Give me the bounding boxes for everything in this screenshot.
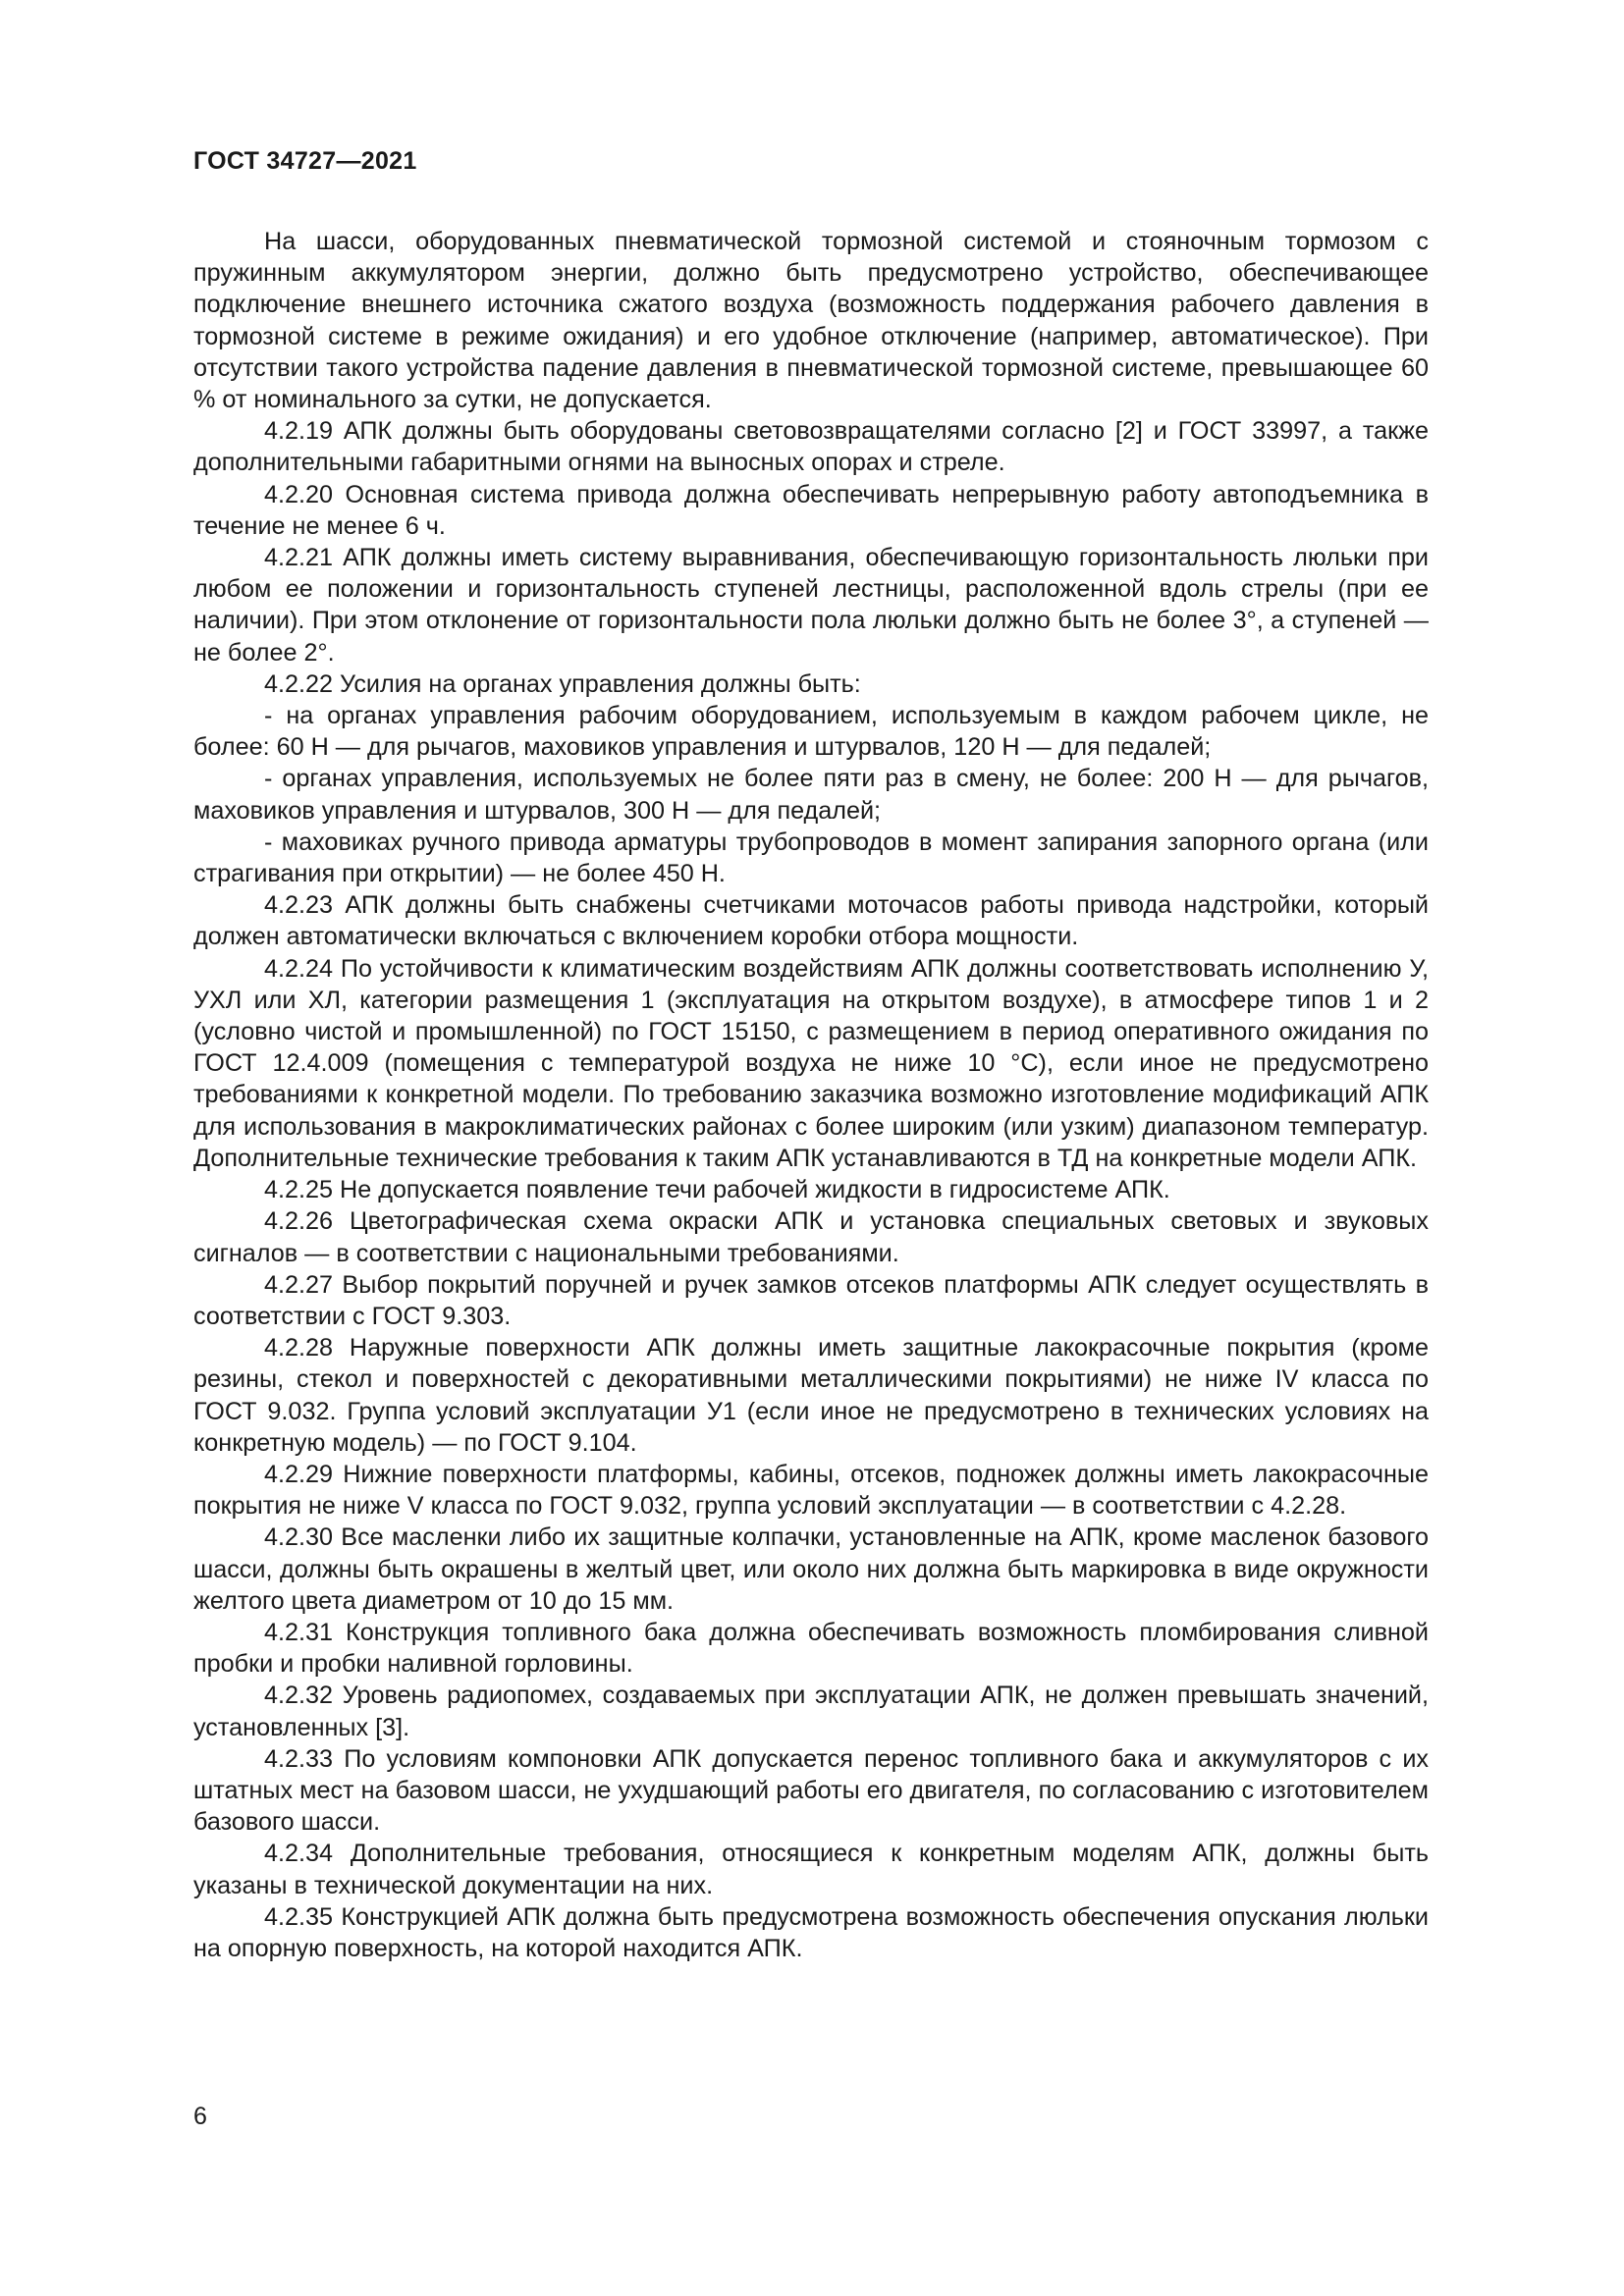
document-body [193, 226, 1429, 1964]
paragraph-pneumatic-brake: На шасси, оборудованных пневматической тормозной системой и стояночным тормозом с пружинным аккумулятором энергии, должно быть предусмотрено устройство, обеспечивающее подключение внешнего источника сжатого воздуха (возможность поддержания рабочего давления в тормозной системе в режиме ожидания) и его удобное отключение (например, автоматическое). При отсутствии такого устройства падение давления в пневматической тормозной системе, превышающее 60 % от номинального за сутки, не допускается. [193, 228, 1429, 414]
paragraph-4-2-32: 4.2.32 Уровень радиопомех, создаваемых при эксплуатации АПК, не должен превышать значений, установленных [3]. [193, 1682, 1429, 1741]
paragraph-4-2-26: 4.2.26 Цветографическая схема окраски АПК и установка специальных световых и звуковых сигналов — в соответствии с национальными требованиями. [193, 1207, 1429, 1267]
paragraph-4-2-27: 4.2.27 Выбор покрытий поручней и ручек замков отсеков платформы АПК следует осуществлять в соответствии с ГОСТ 9.303. [193, 1270, 1429, 1330]
paragraph-4-2-28: 4.2.28 Наружные поверхности АПК должны иметь защитные лакокрасочные покрытия (кроме резины, стекол и поверхностей с декоративными металлическими покрытиями) не ниже IV класса по ГОСТ 9.032. Группа условий эксплуатации У1 (если иное не предусмотрено в технических условиях на конкретную модель) — по ГОСТ 9.104. [193, 1334, 1429, 1457]
document-id-header: ГОСТ 34727—2021 [193, 147, 417, 175]
paragraph-4-2-21: 4.2.21 АПК должны иметь систему выравнивания, обеспечивающую горизонтальность люльки при любом ее положении и горизонтальность ступеней лестницы, расположенной вдоль стрелы (при ее наличии). При этом отклонение от горизонтальности пола люльки должно быть не более 3°, а ступеней — не более 2°. [193, 544, 1429, 667]
paragraph-4-2-22: 4.2.22 Усилия на органах управления должны быть: [264, 669, 861, 698]
list-item-control-forces-3: - маховиках ручного привода арматуры трубопроводов в момент запирания запорного органа (или страгивания при открытии) — не более 450 Н. [193, 828, 1429, 888]
paragraph-4-2-35: 4.2.35 Конструкцией АПК должна быть предусмотрена возможность обеспечения опускания люльки на опорную поверхность, на которой находится АПК. [193, 1902, 1429, 1962]
paragraph-4-2-34: 4.2.34 Дополнительные требования, относящиеся к конкретным моделям АПК, должны быть указаны в технической документации на них. [193, 1840, 1429, 1899]
paragraph-4-2-30: 4.2.30 Все масленки либо их защитные колпачки, установленные на АПК, кроме масленок базового шасси, должны быть окрашены в желтый цвет, или около них должна быть маркировка в виде окружности желтого цвета диаметром от 10 до 15 мм. [193, 1523, 1429, 1615]
paragraph-4-2-24: 4.2.24 По устойчивости к климатическим воздействиям АПК должны соответствовать исполнению У, УХЛ или ХЛ, категории размещения 1 (эксплуатация на открытом воздухе), в атмосфере типов 1 и 2 (условно чистой и промышленной) по ГОСТ 15150, с размещением в период оперативного ожидания по ГОСТ 12.4.009 (помещения с температурой воздуха не ниже 10 °С), если иное не предусмотрено требованиями к конкретной модели. По требованию заказчика возможно изготовление модификаций АПК для использования в макроклиматических районах с более широким (или узким) диапазоном температур. Дополнительные технические требования к таким АПК устанавливаются в ТД на конкретные модели АПК. [193, 954, 1429, 1172]
paragraph-4-2-25: 4.2.25 Не допускается появление течи рабочей жидкости в гидросистеме АПК. [264, 1176, 1170, 1204]
list-item-control-forces-1: - на органах управления рабочим оборудованием, используемым в каждом рабочем цикле, не более: 60 Н — для рычагов, маховиков управления и штурвалов, 120 Н — для педалей; [193, 702, 1429, 762]
paragraph-4-2-20: 4.2.20 Основная система привода должна обеспечивать непрерывную работу автоподъемника в течение не менее 6 ч. [193, 480, 1429, 540]
paragraph-4-2-31: 4.2.31 Конструкция топливного бака должна обеспечивать возможность пломбирования сливной пробки и пробки наливной горловины. [193, 1618, 1429, 1679]
paragraph-4-2-29: 4.2.29 Нижние поверхности платформы, кабины, отсеков, подножек должны иметь лакокрасочные покрытия не ниже V класса по ГОСТ 9.032, группа условий эксплуатации — в соответствии с 4.2.28. [193, 1460, 1429, 1521]
paragraph-4-2-23: 4.2.23 АПК должны быть снабжены счетчиками моточасов работы привода надстройки, который должен автоматически включаться с включением коробки отбора мощности. [193, 891, 1429, 951]
paragraph-4-2-33: 4.2.33 По условиям компоновки АПК допускается перенос топливного бака и аккумуляторов с их штатных мест на базовом шасси, не ухудшающий работы его двигателя, по согласованию с изготовителем базового шасси. [193, 1744, 1429, 1837]
list-item-control-forces-2: - органах управления, используемых не более пяти раз в смену, не более: 200 Н — для рычагов, маховиков управления и штурвалов, 300 Н — для педалей; [193, 765, 1429, 825]
paragraph-4-2-19: 4.2.19 АПК должны быть оборудованы световозвращателями согласно [2] и ГОСТ 33997, а также дополнительными габаритными огнями на выносных опорах и стреле. [193, 417, 1429, 477]
page-number: 6 [193, 2103, 207, 2130]
